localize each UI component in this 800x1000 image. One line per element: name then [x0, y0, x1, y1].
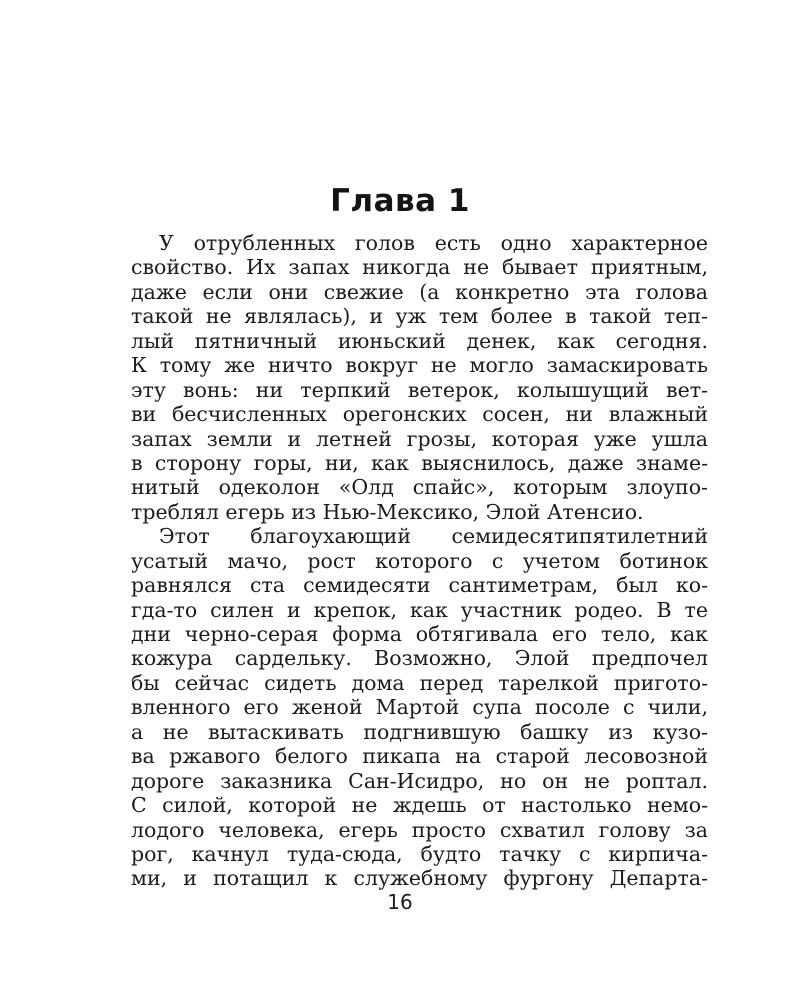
text-line: нитый одеколон «Олд спайс», которым злоупо-: [131, 475, 708, 500]
text-line: рог, качнул туда-сюда, будто тачку с кирпича-: [131, 841, 708, 866]
text-line: вленного его женой Мартой супа посоле с чили,: [131, 695, 708, 720]
text-line: даже если они свежие (а конкретно эта голова: [131, 279, 708, 304]
text-line: ва ржавого белого пикапа на старой лесовозной: [131, 744, 708, 769]
text-line: эту вонь: ни терпкий ветерок, колышущий вет-: [131, 377, 708, 402]
text-line: ви бесчисленных орегонских сосен, ни влажный: [131, 402, 708, 427]
text-line: бы сейчас сидеть дома перед тарелкой пригото-: [131, 670, 708, 695]
text-line: запах земли и летней грозы, которая уже ушла: [131, 426, 708, 451]
text-line: в сторону горы, ни, как выяснилось, даже знаме-: [131, 450, 708, 475]
text-line: такой не являлась), и уж тем более в такой теп-: [131, 304, 708, 329]
chapter-body: [131, 231, 708, 891]
paragraph-1: [131, 231, 708, 524]
text-line: дни черно-серая форма обтягивала его тело, как: [131, 622, 708, 646]
chapter-title: Глава 1: [330, 183, 470, 219]
text-line: ми, и потащил к служебному фургону Департа-: [131, 866, 708, 891]
text-line: лодого человека, егерь просто схватил голову за: [131, 817, 708, 842]
text-line: дороге заказника Сан-Исидро, но он не роптал.: [131, 768, 708, 793]
text-line: треблял егерь из Нью-Мексико, Элой Атенсио.: [131, 499, 644, 524]
text-line: С силой, которой не ждешь от настолько немо-: [131, 793, 708, 818]
text-line: свойство. Их запах никогда не бывает приятным,: [131, 255, 708, 280]
text-line: а не вытаскивать подгнившую башку из кузо-: [131, 719, 708, 744]
text-line: У отрубленных голов есть одно характерное: [159, 231, 708, 255]
text-line: равнялся ста семидесяти сантиметрам, был ко-: [131, 573, 708, 598]
text-line: Этот благоухающий семидесятипятилетний: [159, 524, 708, 549]
text-line: кожура сардельку. Возможно, Элой предпочел: [131, 646, 708, 671]
text-line: лый пятничный июньский денек, как сегодня.: [131, 328, 708, 353]
text-line: К тому же ничто вокруг не могло замаскировать: [131, 353, 708, 378]
page-number: 16: [387, 890, 413, 914]
text-line: гда-то силен и крепок, как участник родео. В те: [131, 597, 708, 622]
text-line: усатый мачо, рост которого с учетом ботинок: [131, 548, 708, 573]
paragraph-2: [131, 524, 708, 891]
